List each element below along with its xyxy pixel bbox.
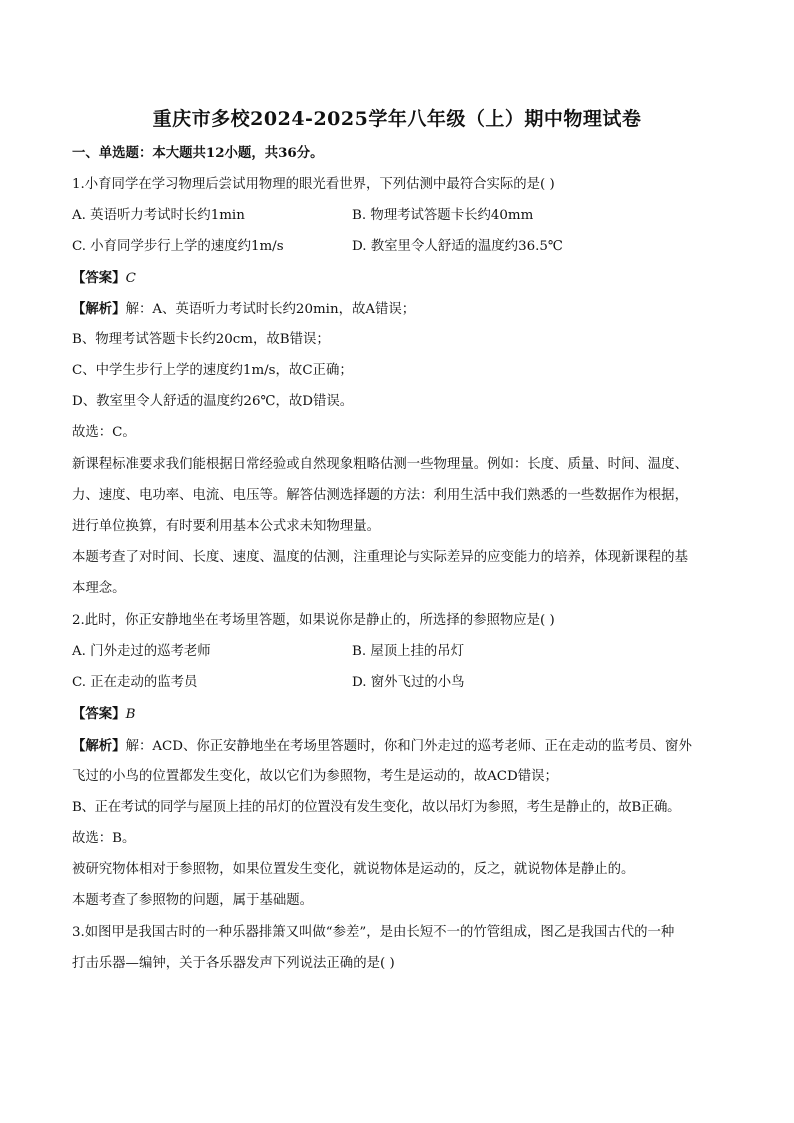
- q1-stem: 1.小育同学在学习物理后尝试用物理的眼光看世界，下列估测中最符合实际的是( ): [72, 177, 555, 192]
- page-title: 重庆市多校2024-2025学年八年级（上）期中物理试卷: [152, 108, 642, 130]
- q2-answer: [72, 705, 742, 724]
- q2-option-c: C. 正在走动的监考员: [72, 675, 198, 690]
- q2-analysis-line: 被研究物体相对于参照物，如果位置发生变化，就说物体是运动的，反之，就说物体是静止的。: [72, 862, 635, 877]
- q3-stem-line: 打击乐器—编钟，关于各乐器发声下列说法正确的是( ): [72, 956, 395, 971]
- q2-stem: 2.此时，你正安静地坐在考场里答题，如果说你是静止的，所选择的参照物应是( ): [72, 613, 555, 628]
- q1-option-c: C. 小育同学步行上学的速度约1m/s: [72, 239, 284, 254]
- q3-stem-line: 3.如图甲是我国古时的一种乐器排箫又叫做“参差”，是由长短不一的竹管组成，图乙是我国古代的一种: [72, 925, 675, 940]
- answer-tag: 【答案】: [72, 706, 126, 722]
- q2-analysis-line: 本题考查了参照物的问题，属于基础题。: [72, 893, 314, 908]
- q2-option-a: A. 门外走过的巡考老师: [72, 644, 211, 659]
- q1-analysis-line: 新课程标准要求我们能根据日常经验或自然现象粗略估测一些物理量。例如：长度、质量、时间、温度、: [72, 457, 688, 472]
- analysis-text: 解：ACD、你正安静地坐在考场里答题时，你和门外走过的巡考老师、正在走动的监考员、窗外: [125, 739, 692, 754]
- analysis-tag: 【解析】: [72, 301, 126, 317]
- analysis-tag: 【解析】: [72, 738, 126, 754]
- q1-analysis-line: D、教室里令人舒适的温度约26℃，故D错误。: [72, 394, 354, 409]
- q1-conclusion: 故选：C。: [72, 425, 136, 440]
- section-heading: 一、单选题：本大题共12小题，共36分。: [72, 145, 324, 161]
- q2-analysis-line: [72, 737, 742, 756]
- q1-option-d: D. 教室里令人舒适的温度约36.5℃: [352, 239, 563, 254]
- q1-analysis-line: 进行单位换算，有时要利用基本公式求未知物理量。: [72, 519, 380, 534]
- q1-analysis-line: [72, 300, 742, 319]
- q1-option-b: B. 物理考试答题卡长约40mm: [352, 208, 534, 223]
- analysis-text: 解：A、英语听力考试时长约20min，故A错误；: [125, 302, 416, 317]
- q1-answer: [72, 269, 742, 288]
- q1-analysis-line: 本理念。: [72, 581, 126, 596]
- q1-analysis-line: 本题考查了对时间、长度、速度、温度的估测，注重理论与实际差异的应变能力的培养，体现新课程的基: [72, 550, 688, 565]
- answer-tag: 【答案】: [72, 270, 126, 286]
- q1-option-a: A. 英语听力考试时长约1min: [72, 208, 245, 223]
- answer-value: C: [125, 271, 136, 286]
- q2-analysis-line: 飞过的小鸟的位置都发生变化，故以它们为参照物，考生是运动的，故ACD错误；: [72, 769, 558, 784]
- q1-analysis-line: C、中学生步行上学的速度约1m/s，故C正确；: [72, 363, 353, 378]
- q1-analysis-line: B、物理考试答题卡长约20cm，故B错误；: [72, 332, 330, 347]
- q2-conclusion: 故选：B。: [72, 831, 136, 846]
- q2-option-d: D. 窗外飞过的小鸟: [352, 675, 465, 690]
- q2-analysis-line: B、正在考试的同学与屋顶上挂的吊灯的位置没有发生变化，故以吊灯为参照，考生是静止的，故B正确。: [72, 800, 681, 815]
- q1-analysis-line: 力、速度、电功率、电流、电压等。解答估测选择题的方法：利用生活中我们熟悉的一些数据作为根据，: [72, 488, 688, 503]
- q2-option-b: B. 屋顶上挂的吊灯: [352, 644, 465, 659]
- answer-value: B: [125, 707, 136, 722]
